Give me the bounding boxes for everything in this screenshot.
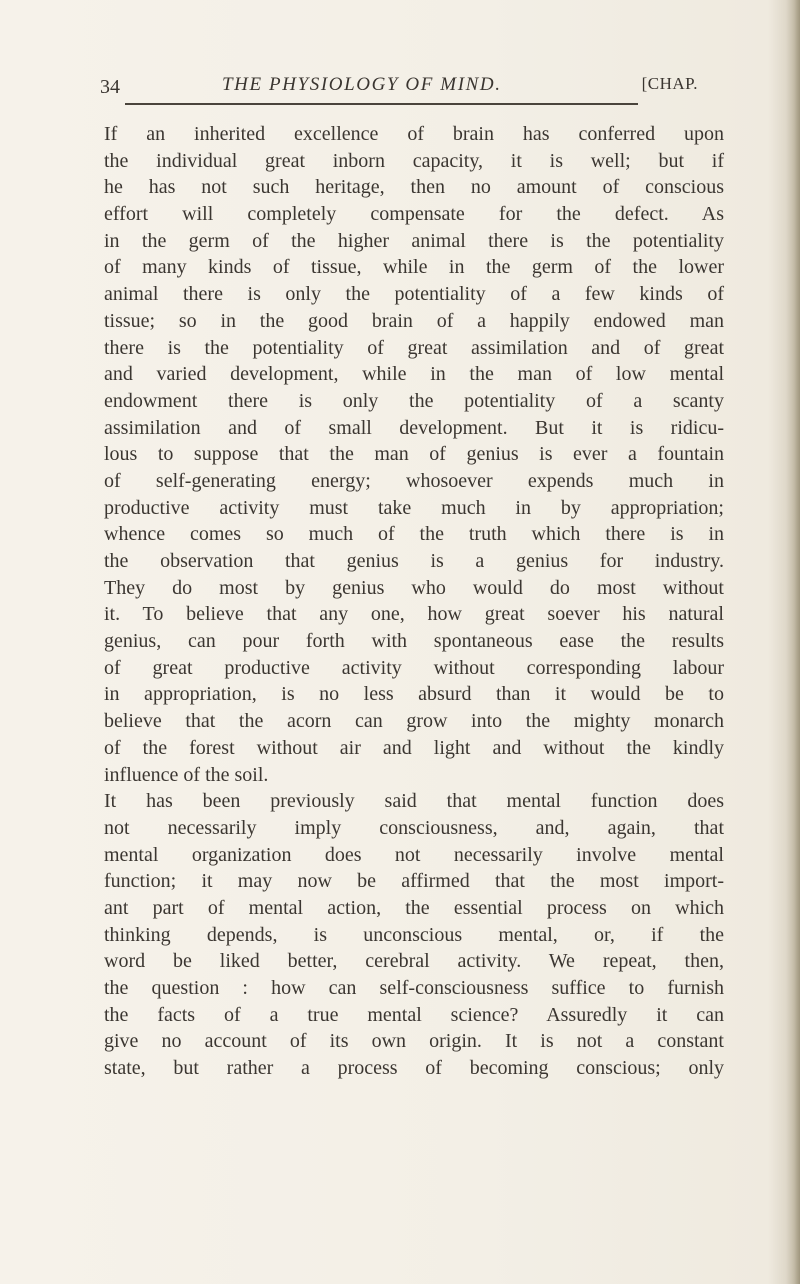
text-line: there is the potentiality of great assimilation and of great	[104, 336, 724, 359]
text-line: not necessarily imply consciousness, and, again, that	[104, 816, 724, 839]
text-line: the observation that genius is a genius for industry.	[104, 550, 724, 572]
running-title: THE PHYSIOLOGY OF MIND.	[222, 74, 502, 95]
text-line: and varied development, while in the man of low mental	[104, 363, 724, 386]
text-line: it. To believe that any one, how great soever his natural	[104, 603, 724, 626]
text-line: tissue; so in the good brain of a happily endowed man	[104, 309, 724, 332]
header-rule	[125, 103, 638, 105]
paragraph-end-line: influence of the soil.	[104, 763, 269, 786]
text-line: assimilation and of small development. But it is ridicu-	[104, 416, 724, 439]
text-line: of the forest without air and light and without the kindly	[104, 736, 724, 759]
text-line: If an inherited excellence of brain has conferred upon	[104, 123, 724, 145]
text-line: he has not such heritage, then no amount of conscious	[104, 176, 724, 199]
text-line: state, but rather a process of becoming conscious; only	[104, 1057, 724, 1080]
text-line: whence comes so much of the truth which there is in	[104, 523, 724, 546]
text-line: word be liked better, cerebral activity. We repeat, then,	[104, 950, 724, 973]
text-line: of self-generating energy; whosoever expends much in	[104, 469, 724, 492]
text-line: give no account of its own origin. It is not a constant	[104, 1030, 724, 1053]
text-line: of great productive activity without corresponding labour	[104, 656, 724, 679]
text-line: the individual great inborn capacity, it is well; but if	[104, 149, 724, 172]
page-number: 34	[100, 76, 120, 98]
text-line: They do most by genius who would do most without	[104, 576, 724, 599]
text-line: thinking depends, is unconscious mental, or, if the	[104, 923, 724, 946]
text-line: the question : how can self-consciousness suffice to furnish	[104, 977, 724, 999]
running-head	[100, 74, 700, 110]
text-line: effort will completely compensate for the defect. As	[104, 203, 724, 226]
text-line: It has been previously said that mental function does	[104, 790, 724, 813]
text-line: genius, can pour forth with spontaneous ease the results	[104, 630, 724, 653]
body-text	[104, 121, 724, 1082]
text-line: believe that the acorn can grow into the mighty monarch	[104, 710, 724, 733]
text-line: mental organization does not necessarily involve mental	[104, 843, 724, 866]
chapter-marker: [CHAP.	[641, 74, 698, 93]
text-line: in the germ of the higher animal there is the potentiality	[104, 229, 724, 252]
text-line: of many kinds of tissue, while in the germ of the lower	[104, 256, 724, 279]
text-line: the facts of a true mental science? Assuredly it can	[104, 1003, 724, 1026]
page-edge-shadow	[786, 0, 800, 1284]
text-line: function; it may now be affirmed that the most import-	[104, 870, 724, 893]
text-line: animal there is only the potentiality of a few kinds of	[104, 283, 724, 306]
text-line: productive activity must take much in by appropriation;	[104, 496, 724, 519]
text-line: ant part of mental action, the essential process on which	[104, 896, 724, 919]
text-line: endowment there is only the potentiality of a scanty	[104, 389, 724, 412]
text-line: in appropriation, is no less absurd than it would be to	[104, 683, 724, 706]
text-line: lous to suppose that the man of genius is ever a fountain	[104, 443, 724, 466]
